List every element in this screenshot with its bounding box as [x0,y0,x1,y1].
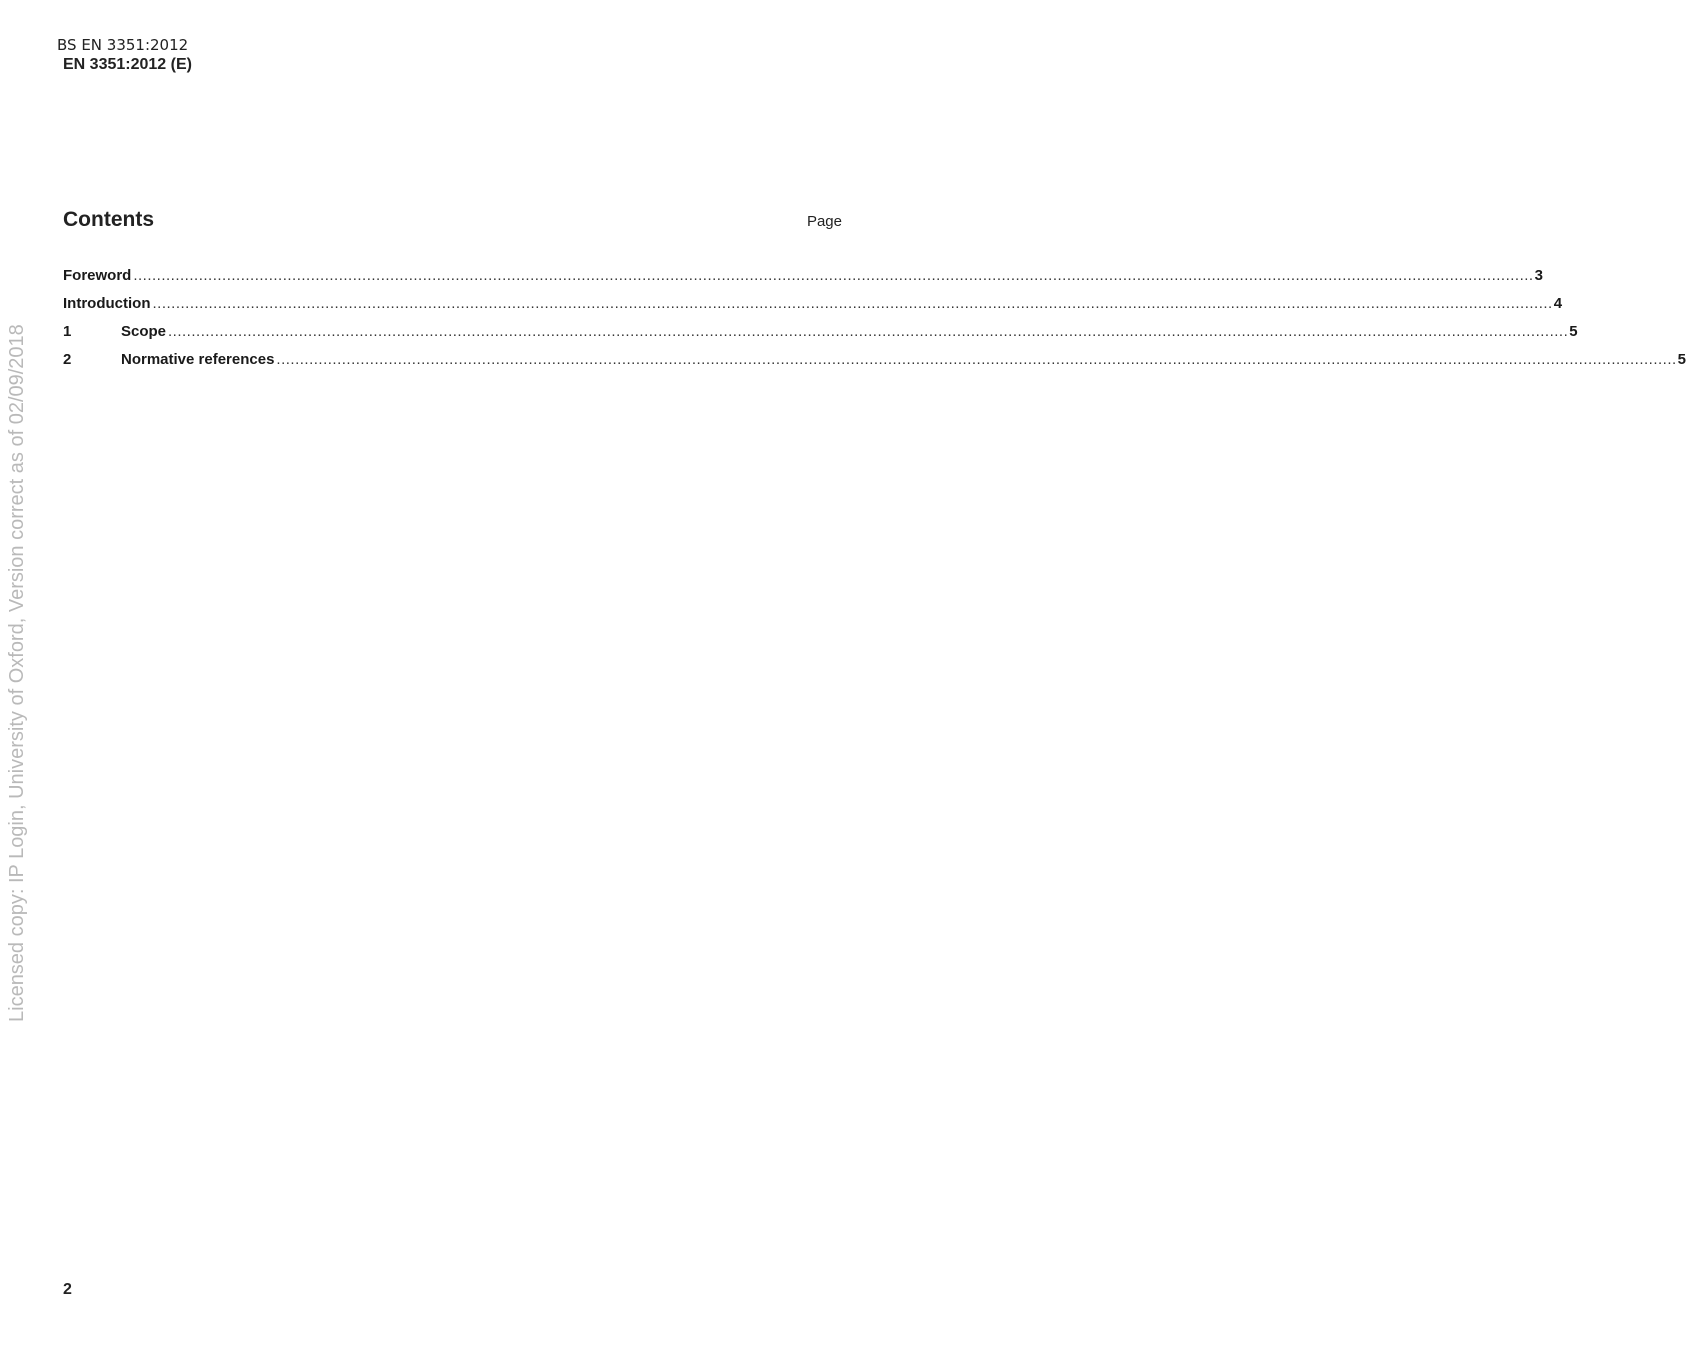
toc-entry-title: Foreword [63,267,132,284]
contents-heading: Contents [63,208,154,231]
dot-leader: ............................................................................................................................................................................................................................................................................................................ [168,323,1569,340]
toc-entry-title: Introduction [63,295,151,312]
dot-leader: ............................................................................................................................................................................................................................................................................................................ [276,351,1677,368]
dot-leader: ............................................................................................................................................................................................................................................................................................................ [133,267,1534,284]
toc-entry-number: 1 [63,323,72,340]
toc-entry-scope[interactable] [63,322,1578,350]
toc-entry-introduction[interactable] [63,294,1563,322]
header-standard-en: EN 3351:2012 (E) [63,56,192,73]
table-of-contents [63,266,1686,378]
dot-leader: ............................................................................................................................................................................................................................................................................................................ [152,295,1553,312]
header-standard-bs: BS EN 3351:2012 [57,36,189,54]
page-column-label: Page [806,213,842,230]
toc-entry-foreword[interactable] [63,266,1543,294]
license-watermark: Licensed copy: IP Login, University of Oxford, Version correct as of 02/09/2018 [6,324,28,1022]
toc-entry-page: 3 [1534,267,1543,284]
toc-entry-page: 5 [1569,323,1578,340]
toc-entry-number: 2 [63,351,72,368]
toc-entry-page: 4 [1553,295,1563,312]
toc-entry-title: Scope [121,323,167,340]
toc-entry-page: 5 [1677,351,1686,368]
toc-entry-normative-references[interactable] [63,350,1686,378]
toc-entry-title: Normative references [121,351,275,368]
page-number: 2 [63,1281,72,1298]
